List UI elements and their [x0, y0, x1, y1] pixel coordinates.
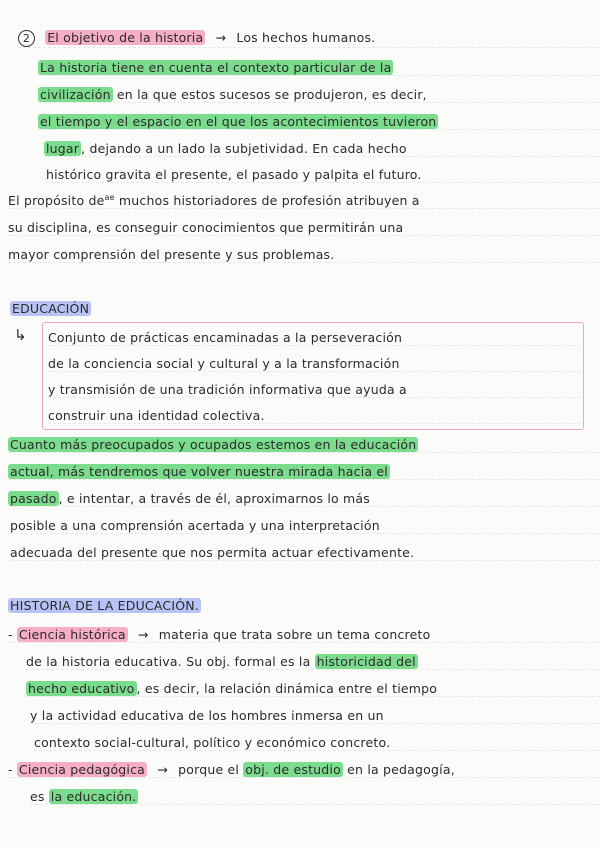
s3-text: y la actividad educativa de los hombres inmersa en un: [30, 708, 384, 723]
s3-item1-line-5: [34, 735, 600, 751]
s1-text: La historia tiene en cuenta el contexto particular de la: [40, 60, 392, 75]
s3-item1-line-4: [30, 708, 600, 724]
s1-target: Los hechos humanos.: [236, 30, 376, 45]
s1-text: El propósito de: [8, 193, 105, 209]
s3-item2-line-2: [30, 789, 600, 805]
arrow-icon: →: [157, 762, 168, 777]
s2-box-line-2: [48, 356, 580, 372]
s2-text: de la conciencia social y cultural y a la transformación: [48, 356, 400, 371]
s1-text: el tiempo y el espacio en el que los acontecimientos tuvieron: [40, 114, 437, 129]
s3-text: contexto social-cultural, político y económico concreto.: [34, 735, 391, 750]
s2-heading-line: [10, 301, 600, 316]
s3-item1-line-2: [26, 654, 600, 670]
s3-text: , es decir, la relación dinámica entre el tiempo: [136, 681, 438, 696]
s1-text: muchos historiadores de profesión atribuyen a: [114, 193, 420, 209]
corner-arrow-icon: ↳: [14, 326, 27, 344]
s1-line-5: [46, 167, 600, 183]
s1-text: , dejando a un lado la subjetividad. En cada hecho: [81, 141, 407, 156]
s1-text: histórico gravita el presente, el pasado y palpita el futuro.: [46, 167, 422, 182]
s1-line-4: [44, 141, 600, 157]
s1-text: lugar: [46, 141, 80, 156]
s2-box-line-3: [48, 382, 580, 398]
s3-text: materia que trata sobre un tema concreto: [154, 627, 431, 642]
s2-para-line-2: [8, 464, 600, 480]
s3-text: la educación.: [50, 789, 137, 804]
s3-heading-line: [8, 598, 600, 613]
s2-heading: EDUCACIÓN: [12, 301, 90, 316]
s2-text: , e intentar, a través de él, aproximarnos lo más: [58, 491, 370, 506]
s1-text: mayor comprensión del presente y sus problemas.: [8, 247, 335, 262]
s3-text: en la pedagogía,: [342, 762, 455, 777]
s2-text: actual, más tendremos que volver nuestra mirada hacia el: [10, 464, 388, 479]
s2-text: construir una identidad colectiva.: [48, 408, 265, 423]
bullet-dash: -: [8, 762, 13, 777]
s2-text: adecuada del presente que nos permita actuar efectivamente.: [10, 545, 415, 560]
arrow-icon: →: [215, 30, 227, 45]
section-number: 2: [18, 30, 35, 47]
s1-text: su disciplina, es conseguir conocimientos que permitirán una: [8, 220, 404, 235]
s3-item1-line-1: [8, 627, 600, 643]
s3-text: de la historia educativa. Su obj. formal es la: [26, 654, 315, 669]
s3-text: obj. de estudio: [245, 762, 341, 777]
s1-line-1: [38, 60, 600, 76]
s2-text: y transmisión de una tradición informativa que ayuda a: [48, 382, 407, 397]
s2-para-line-5: [10, 545, 600, 561]
s1-text: civilización: [40, 87, 111, 102]
s3-text: hecho educativo: [28, 681, 135, 696]
s1-correction: ae: [104, 193, 115, 202]
s2-para-line-4: [10, 518, 600, 534]
s1-line-2: [38, 87, 600, 103]
s3-heading: HISTORIA DE LA EDUCACIÓN.: [10, 598, 199, 613]
arrow-icon: →: [137, 627, 149, 642]
s3-item1-term: Ciencia histórica: [18, 627, 126, 642]
s1-line-8: [8, 247, 600, 263]
s2-box-line-4: [48, 408, 580, 424]
s2-box-line-1: [48, 330, 580, 346]
s2-para-line-3: [8, 491, 600, 507]
s2-para-line-1: [8, 437, 600, 453]
s2-text: Conjunto de prácticas encaminadas a la perseveración: [48, 330, 403, 345]
s1-title: El objetivo de la historia: [47, 30, 204, 45]
bullet-dash: -: [8, 627, 13, 642]
s1-line-6: [8, 193, 600, 209]
s3-item2-term: Ciencia pedagógica: [18, 762, 146, 777]
s1-line-7: [8, 220, 600, 236]
s2-text: posible a una comprensión acertada y una interpretación: [10, 518, 380, 533]
s1-text: en la que estos sucesos se produjeron, es decir,: [112, 87, 427, 102]
s3-text: porque el: [173, 762, 244, 777]
s3-item1-line-3: [26, 681, 600, 697]
s2-text: Cuanto más preocupados y ocupados estemos en la educación: [10, 437, 417, 452]
s1-line-3: [38, 114, 600, 130]
s3-item2-line-1: [8, 762, 600, 778]
s2-text: pasado: [10, 491, 57, 506]
s1-title-line: [18, 30, 600, 48]
s3-text: es: [30, 789, 49, 804]
s3-text: historicidad del: [316, 654, 416, 669]
